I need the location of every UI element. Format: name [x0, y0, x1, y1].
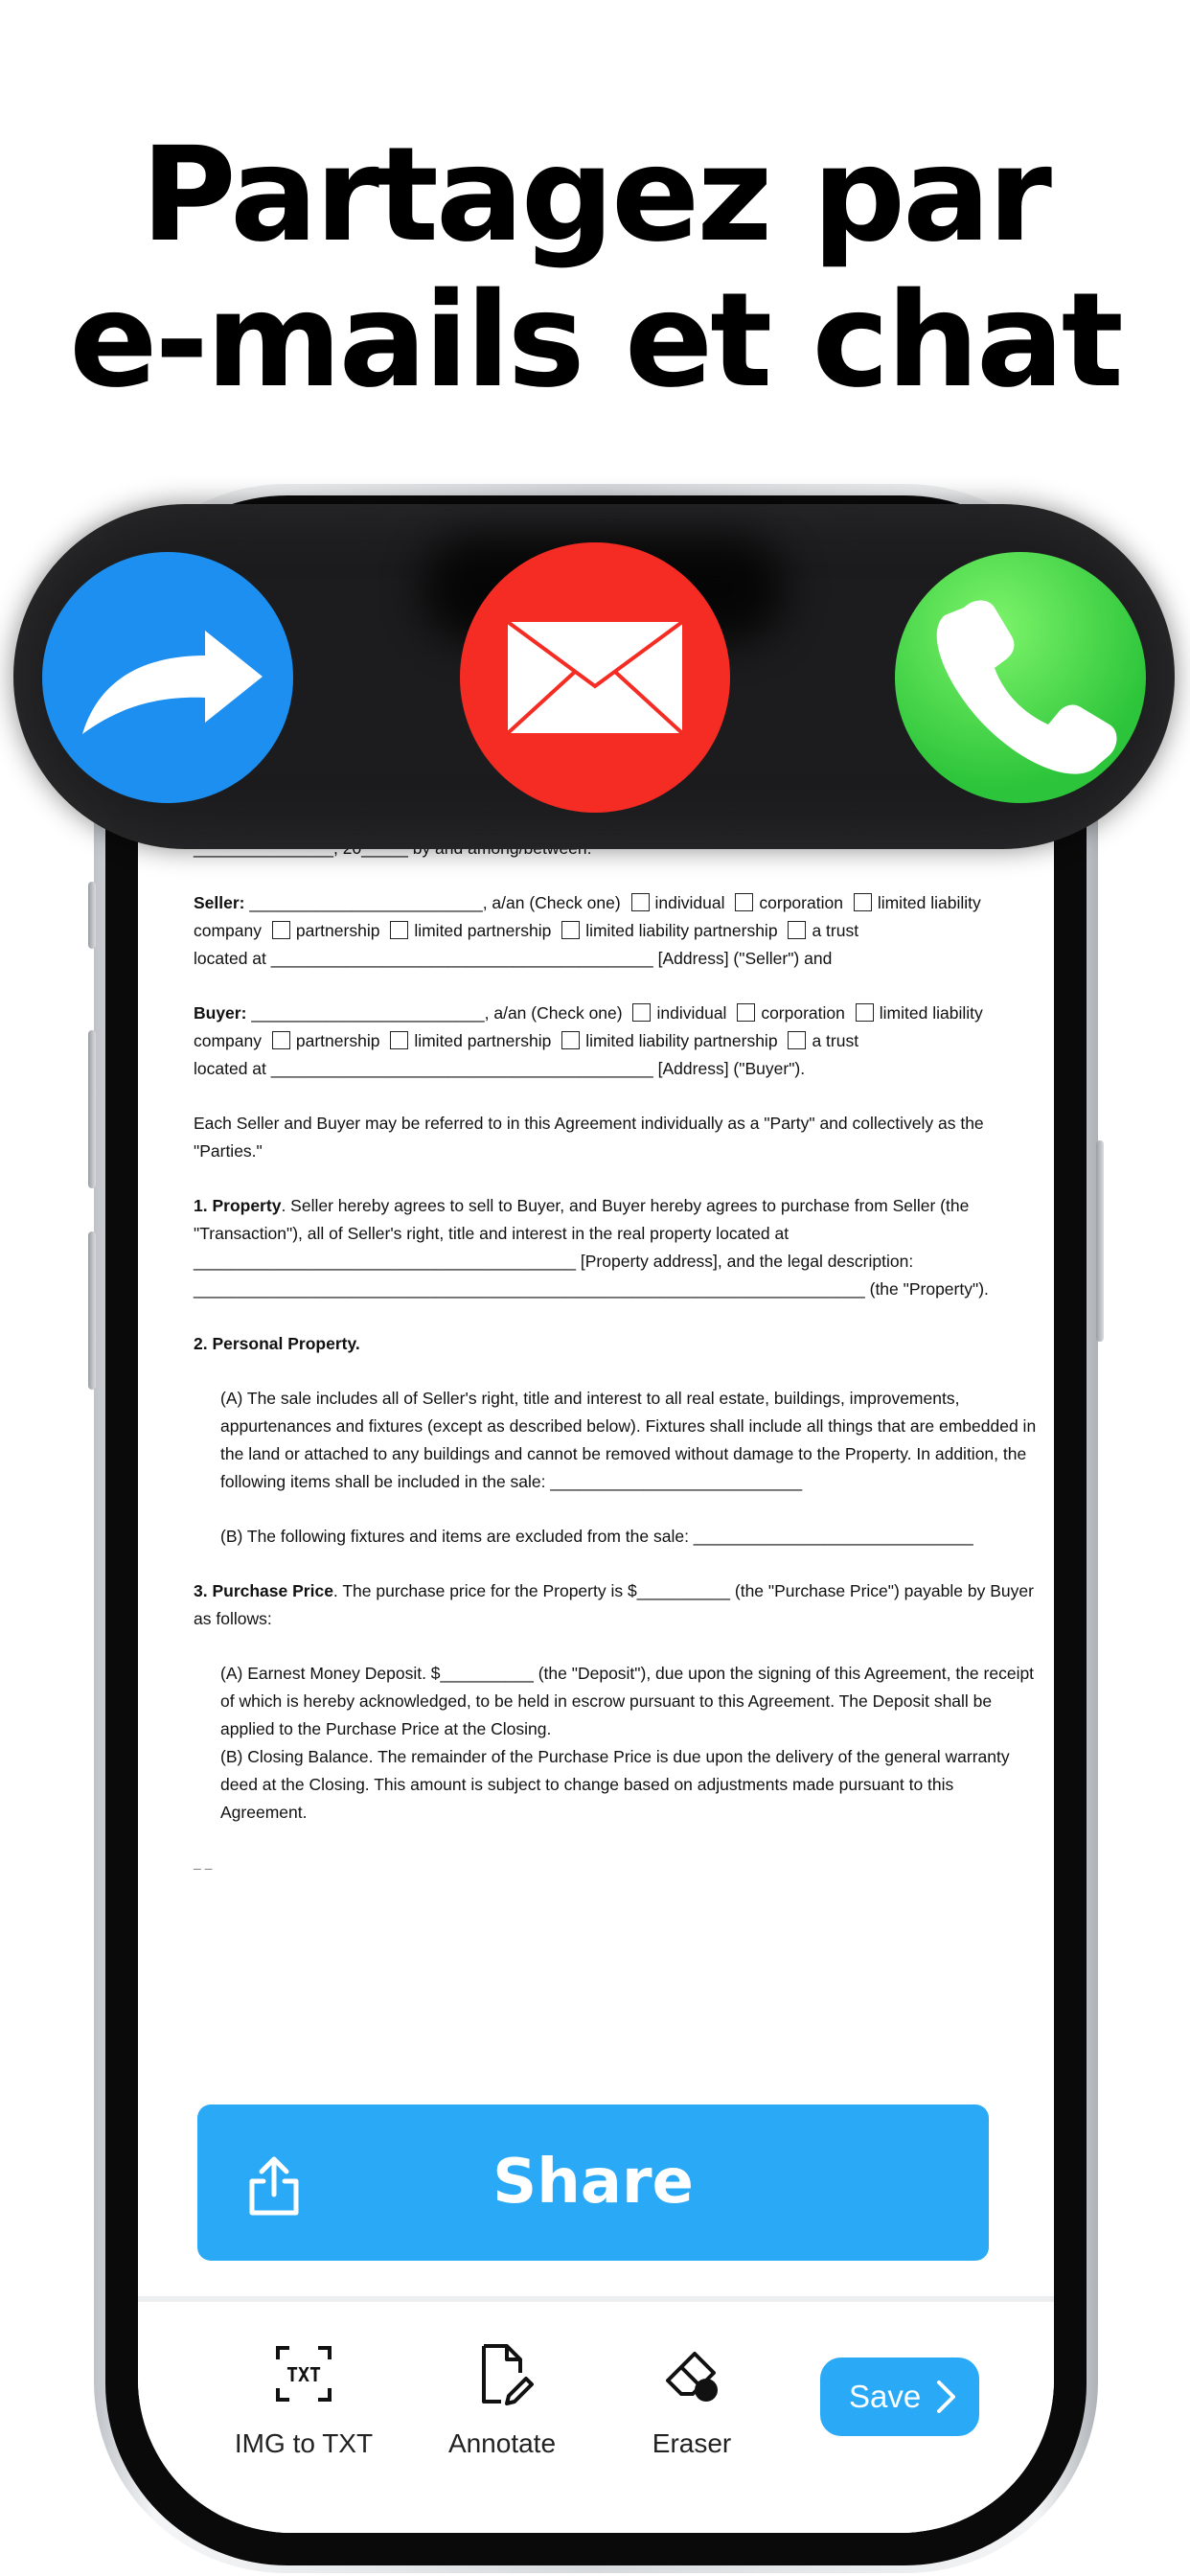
share-button[interactable]	[197, 2104, 989, 2261]
label-limited: limited	[877, 893, 927, 912]
scan-text-icon	[270, 2340, 337, 2407]
tool-eraser-label: Eraser	[652, 2428, 732, 2458]
save-button-label: Save	[849, 2379, 922, 2414]
label-buyer-trust: a trust	[812, 1031, 859, 1050]
eraser-icon	[658, 2340, 725, 2407]
label-lp: limited partnership	[414, 921, 552, 940]
checkbox-buyer-corporation[interactable]	[737, 1003, 755, 1022]
label-buyer-partnership: partnership	[295, 1031, 380, 1050]
doc-section-1-text: . Seller hereby agrees to sell to Buyer, and Buyer hereby agrees to purchase from Seller (the "Transaction"), all of Seller's right, title and interest in the real property located at	[194, 1196, 970, 1243]
tool-annotate-label: Annotate	[447, 2428, 557, 2458]
label-buyer-individual: individual	[656, 1003, 727, 1023]
doc-parties-paragraph: Each Seller and Buyer may be referred to in this Agreement individually as a "Party" and collectively as the "Parties."	[194, 1114, 984, 1161]
checkbox-corporation[interactable]	[735, 893, 753, 911]
doc-section-3-text: . The purchase price for the Property is $__________ (the "Purchase Price") payable by Buyer as follows:	[194, 1581, 1034, 1628]
checkbox-partnership[interactable]	[272, 921, 290, 939]
label-llc: liability company	[194, 893, 981, 940]
checkbox-buyer-trust[interactable]	[788, 1031, 806, 1049]
doc-section-1-address: _________________________________________ [Property address], and the legal description:	[194, 1252, 914, 1271]
headline-line-2: e-mails et chat	[69, 265, 1121, 417]
label-buyer-lp: limited partnership	[414, 1031, 552, 1050]
phone-volume-up	[88, 1030, 96, 1188]
label-corporation: corporation	[759, 893, 843, 912]
phone-mute-switch	[88, 882, 96, 949]
doc-section-3	[194, 1577, 1037, 1633]
forward-share-button[interactable]	[42, 552, 293, 803]
doc-section-2-title-text: 2. Personal Property.	[194, 1334, 360, 1353]
doc-section-3-title: 3. Purchase Price	[194, 1581, 333, 1600]
mail-share-button[interactable]	[460, 542, 730, 813]
label-buyer-llp: limited liability partnership	[585, 1031, 778, 1050]
save-button[interactable]	[820, 2358, 979, 2436]
checkbox-buyer-individual[interactable]	[632, 1003, 651, 1022]
doc-buyer-label: Buyer:	[194, 1003, 247, 1023]
checkbox-buyer-partnership[interactable]	[272, 1031, 290, 1049]
doc-buyer-paragraph	[194, 1000, 1037, 1083]
label-buyer-llc: liability company	[194, 1003, 983, 1050]
label-trust: a trust	[812, 921, 859, 940]
doc-section-2-b: (B) The following fixtures and items are excluded from the sale: ______________________________	[220, 1527, 973, 1546]
label-buyer-corporation: corporation	[761, 1003, 845, 1023]
doc-section-2-title	[194, 1330, 1037, 1358]
share-button-label: Share	[492, 2147, 694, 2218]
doc-section-1-property: ________________________________________________________________________ (the "Property").	[194, 1279, 989, 1299]
checkbox-buyer-llc[interactable]	[856, 1003, 874, 1022]
doc-section-1	[194, 1192, 1037, 1303]
doc-section-2-a: (A) The sale includes all of Seller's right, title and interest to all real estate, buildings, improvements, appurtenances and fixtures (except as described below). Fixtures shall include all things that are embedded in the land or attached to any buildings and cannot be removed without damage to the Property. In addition, the following items shall be included in the sale: ___________________________	[220, 1389, 1037, 1491]
label-partnership: partnership	[295, 921, 380, 940]
doc-seller-paragraph	[194, 889, 1037, 973]
tool-annotate[interactable]	[425, 2340, 579, 2459]
checkbox-llp[interactable]	[561, 921, 580, 939]
document-page	[194, 835, 1037, 1827]
label-individual: individual	[654, 893, 725, 912]
checkbox-buyer-llp[interactable]	[561, 1031, 580, 1049]
label-llp: limited liability partnership	[585, 921, 778, 940]
phone-volume-down	[88, 1231, 96, 1390]
doc-seller-line: _________________________, a/an (Check one)	[249, 893, 621, 912]
bottom-toolbar	[138, 2296, 1054, 2533]
share-forward-icon	[42, 552, 293, 803]
checkbox-buyer-lp[interactable]	[390, 1031, 408, 1049]
phone-power-button	[1096, 1140, 1104, 1342]
checkbox-lp[interactable]	[390, 921, 408, 939]
mail-icon	[460, 542, 730, 813]
doc-buyer-line: _________________________, a/an (Check one)	[251, 1003, 623, 1023]
doc-seller-located: located at _________________________________________ [Address] ("Seller") and	[194, 949, 833, 968]
headline-line-1: Partagez par	[141, 120, 1049, 271]
doc-section-1-title: 1. Property	[194, 1196, 282, 1215]
doc-buyer-located: located at _________________________________________ [Address] ("Buyer").	[194, 1059, 806, 1078]
phone-share-button[interactable]	[895, 552, 1146, 803]
doc-section-3-a: (A) Earnest Money Deposit. $__________ (the "Deposit"), due upon the signing of this Agreement, the receipt of which is hereby acknowledged, to be held in escrow pursuant to this Agreement. The Deposit shall be applied to the Purchase Price at the Closing.	[220, 1664, 1035, 1738]
doc-seller-label: Seller:	[194, 893, 245, 912]
doc-section-3-b: (B) Closing Balance. The remainder of the Purchase Price is due upon the delivery of the general warranty deed at the Closing. This amount is subject to change based on adjustments made pursuant to this Agreement.	[220, 1747, 1010, 1822]
headline	[0, 120, 1190, 417]
tool-img-to-txt-label: IMG to TXT	[234, 2428, 374, 2458]
chevron-right-icon	[935, 2379, 958, 2415]
annotate-icon	[469, 2340, 536, 2407]
doc-page-mark: – –	[194, 1860, 213, 1875]
tool-img-to-txt[interactable]	[222, 2340, 385, 2459]
checkbox-trust[interactable]	[788, 921, 806, 939]
scan-text-glyph: TXT	[286, 2363, 322, 2386]
checkbox-llc[interactable]	[854, 893, 872, 911]
checkbox-individual[interactable]	[631, 893, 650, 911]
label-buyer-limited: limited	[879, 1003, 928, 1023]
phone-icon	[895, 552, 1146, 803]
tool-eraser[interactable]	[634, 2340, 749, 2459]
